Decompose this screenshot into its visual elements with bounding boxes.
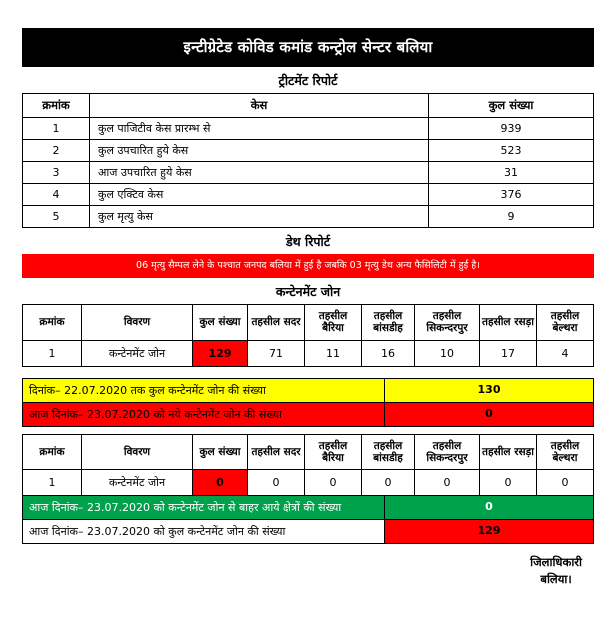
row-desc: कन्टेनमेंट जोन bbox=[82, 469, 193, 495]
page-title: इन्टीग्रेटेड कोविड कमांड कन्ट्रोल सेन्टर बलिया bbox=[22, 28, 594, 67]
row-value: 31 bbox=[429, 162, 594, 184]
band-value: 0 bbox=[485, 499, 493, 513]
row-desc: कुल मृत्यु केस bbox=[90, 206, 429, 228]
table-row bbox=[23, 184, 594, 206]
table-header-row bbox=[23, 94, 594, 118]
row-desc: कुल एक्टिव केस bbox=[90, 184, 429, 206]
death-report-heading: डेथ रिपोर्ट bbox=[285, 234, 330, 249]
column-header-desc: विवरण bbox=[82, 434, 193, 469]
column-header-case: केस bbox=[90, 94, 429, 118]
row-desc: कन्टेनमेंट जोन bbox=[82, 340, 193, 366]
band-out-of-zone bbox=[22, 496, 594, 520]
row-total: 0 bbox=[193, 469, 248, 495]
row-bansdih: 0 bbox=[362, 469, 415, 495]
column-header-belthara: तहसील बेल्थरा bbox=[537, 305, 594, 340]
row-sn: 1 bbox=[23, 118, 90, 140]
column-header-bairia: तहसील बैरिया bbox=[305, 434, 362, 469]
table-row bbox=[23, 206, 594, 228]
column-header-total: कुल संख्या bbox=[193, 305, 248, 340]
row-desc: कुल उपचारित हुये केस bbox=[90, 140, 429, 162]
column-header-sn: क्रमांक bbox=[23, 434, 82, 469]
column-header-sadar: तहसील सदर bbox=[248, 305, 305, 340]
row-sadar: 71 bbox=[248, 340, 305, 366]
treatment-report-heading: ट्रीटमेंट रिपोर्ट bbox=[278, 73, 338, 88]
signature-designation: जिलाधिकारी bbox=[530, 554, 582, 569]
row-sn: 4 bbox=[23, 184, 90, 206]
death-report-note: 06 मृत्यु सैम्पल लेने के पश्चात जनपद बलिया में हुई है जबकि 03 मृत्यु डेथ अन्य फैसिलिटी में हुई है। bbox=[22, 254, 594, 278]
column-header-sn: क्रमांक bbox=[23, 305, 82, 340]
table-row bbox=[23, 162, 594, 184]
table-row bbox=[23, 469, 594, 495]
band-label: आज दिनांक– 23.07.2020 को कुल कन्टेनमेंट जोन की संख्या bbox=[23, 520, 385, 543]
column-header-sn: क्रमांक bbox=[23, 94, 90, 118]
table-header-row bbox=[23, 434, 594, 469]
signature-place: बलिया। bbox=[540, 571, 572, 586]
row-sn: 1 bbox=[23, 340, 82, 366]
column-header-total: कुल संख्या bbox=[193, 434, 248, 469]
table-row bbox=[23, 140, 594, 162]
column-header-belthara: तहसील बेल्थरा bbox=[537, 434, 594, 469]
column-header-sikandarpur: तहसील सिकन्दरपुर bbox=[415, 434, 480, 469]
table-header-row bbox=[23, 305, 594, 340]
band-value: 129 bbox=[385, 520, 593, 543]
band-new-zones bbox=[22, 403, 594, 427]
row-rasra: 17 bbox=[480, 340, 537, 366]
row-bansdih: 16 bbox=[362, 340, 415, 366]
row-total: 129 bbox=[193, 340, 248, 366]
row-belthara: 0 bbox=[537, 469, 594, 495]
band-label: आज दिनांक– 23.07.2020 को नये कन्टेनमेंट जोन की संख्या bbox=[23, 403, 385, 426]
row-value: 523 bbox=[429, 140, 594, 162]
band-label: दिनांक– 22.07.2020 तक कुल कन्टेनमेंट जोन की संख्या bbox=[23, 379, 385, 402]
row-belthara: 4 bbox=[537, 340, 594, 366]
row-bairia: 11 bbox=[305, 340, 362, 366]
band-value: 0 bbox=[485, 406, 493, 420]
row-sn: 3 bbox=[23, 162, 90, 184]
containment-zone-table bbox=[22, 304, 594, 366]
row-sn: 2 bbox=[23, 140, 90, 162]
row-sikandarpur: 0 bbox=[415, 469, 480, 495]
row-desc: कुल पाजिटीव केस प्रारम्भ से bbox=[90, 118, 429, 140]
row-sikandarpur: 10 bbox=[415, 340, 480, 366]
row-sadar: 0 bbox=[248, 469, 305, 495]
table-row bbox=[23, 340, 594, 366]
column-header-bansdih: तहसील बांसडीह bbox=[362, 434, 415, 469]
column-header-desc: विवरण bbox=[82, 305, 193, 340]
table-row bbox=[23, 118, 594, 140]
column-header-bairia: तहसील बैरिया bbox=[305, 305, 362, 340]
row-sn: 1 bbox=[23, 469, 82, 495]
column-header-rasra: तहसील रसड़ा bbox=[480, 305, 537, 340]
column-header-sikandarpur: तहसील सिकन्दरपुर bbox=[415, 305, 480, 340]
row-sn: 5 bbox=[23, 206, 90, 228]
row-rasra: 0 bbox=[480, 469, 537, 495]
column-header-sadar: तहसील सदर bbox=[248, 434, 305, 469]
band-upto-date-total bbox=[22, 378, 594, 403]
band-value: 130 bbox=[477, 382, 501, 396]
band-today-total bbox=[22, 520, 594, 544]
column-header-bansdih: तहसील बांसडीह bbox=[362, 305, 415, 340]
column-header-rasra: तहसील रसड़ा bbox=[480, 434, 537, 469]
containment-zone-heading: कन्टेनमेंट जोन bbox=[275, 284, 341, 300]
signature-block bbox=[530, 554, 582, 589]
treatment-report-table bbox=[22, 93, 594, 228]
column-header-total: कुल संख्या bbox=[429, 94, 594, 118]
row-value: 376 bbox=[429, 184, 594, 206]
row-desc: आज उपचारित हुये केस bbox=[90, 162, 429, 184]
band-label: आज दिनांक– 23.07.2020 को कन्टेनमेंट जोन से बाहर आये क्षेत्रों की संख्या bbox=[23, 496, 385, 519]
containment-zone-table-2 bbox=[22, 434, 594, 496]
row-value: 939 bbox=[429, 118, 594, 140]
row-value: 9 bbox=[429, 206, 594, 228]
row-bairia: 0 bbox=[305, 469, 362, 495]
